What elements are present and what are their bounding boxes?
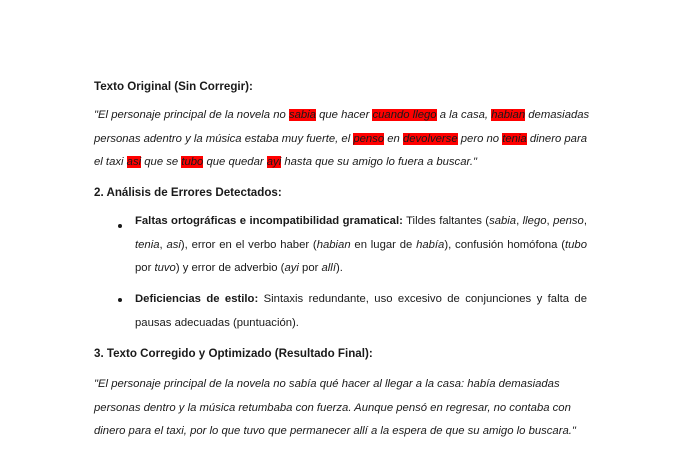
- error-item-title: Deficiencias de estilo:: [135, 293, 259, 305]
- error-example-word: penso: [553, 215, 584, 227]
- error-item-text: ,: [516, 215, 523, 227]
- bullet-marker: [118, 224, 122, 228]
- error-example-word: tuvo: [154, 262, 176, 274]
- original-text-segment: que hacer: [315, 109, 373, 121]
- error-item-text: ,: [546, 215, 554, 227]
- error-example-word: tubo: [565, 238, 587, 251]
- error-item-style: [135, 288, 587, 335]
- error-example-word: ayi: [284, 262, 299, 274]
- heading-error-analysis: 2. Análisis de Errores Detectados:: [94, 186, 282, 199]
- error-example-word: había: [416, 238, 445, 251]
- heading-corrected-text: 3. Texto Corregido y Optimizado (Resultado Final):: [94, 347, 373, 360]
- heading-original-text: Texto Original (Sin Corregir):: [94, 80, 253, 93]
- highlighted-error-word: cuando llego: [372, 109, 437, 121]
- error-item-text: ,: [159, 238, 167, 251]
- error-item-text: Tildes faltantes (: [402, 215, 490, 227]
- error-item-text: Sintaxis redundante, uso excesivo de conjunciones y falta de pausas adecuadas (puntuación).: [135, 293, 587, 329]
- original-text-paragraph: [94, 104, 594, 175]
- highlighted-error-word: tubo: [181, 156, 204, 168]
- error-item-text: ,: [583, 215, 587, 227]
- error-item-text: ).: [335, 262, 343, 274]
- original-text-segment: que se: [141, 156, 182, 168]
- error-example-word: habian: [316, 238, 351, 251]
- error-item-title: Faltas ortográficas e incompatibilidad gramatical:: [135, 215, 403, 227]
- error-example-word: sabia: [489, 215, 517, 227]
- original-text-segment: dinero para el taxi: [94, 132, 587, 168]
- original-text-segment: pero no: [457, 132, 503, 145]
- error-item-text: ), error en el verbo haber (: [180, 238, 317, 251]
- error-example-word: llego: [522, 215, 547, 227]
- error-item-text: ), confusión homófona (: [444, 238, 565, 251]
- original-text-segment: a la casa,: [436, 109, 492, 121]
- original-text-segment: "El personaje principal de la novela no: [94, 109, 289, 121]
- highlighted-error-word: tenia: [502, 132, 527, 145]
- error-item-text: ) y error de adverbio (: [175, 262, 285, 274]
- highlighted-error-word: ayi: [266, 156, 282, 168]
- bullet-marker: [118, 298, 122, 302]
- highlighted-error-word: asi: [126, 156, 142, 168]
- error-example-word: allí: [321, 262, 336, 274]
- original-text-segment: que quedar: [203, 156, 267, 168]
- error-item-text: en lugar de: [350, 238, 417, 251]
- original-text-segment: demasiadas personas adentro y la música estaba muy fuerte, el: [94, 109, 590, 145]
- original-text-segment: hasta que su amigo lo fuera a buscar.": [281, 156, 477, 168]
- error-example-word: tenia: [135, 238, 160, 251]
- highlighted-error-word: penso: [353, 132, 385, 145]
- original-text-segment: en: [384, 132, 403, 145]
- error-item-text: por: [135, 262, 155, 274]
- error-example-word: asi: [166, 238, 181, 251]
- highlighted-error-word: devolverse: [402, 132, 458, 145]
- error-item-spelling-grammar: [135, 210, 587, 281]
- highlighted-error-word: sabia: [288, 109, 316, 121]
- corrected-text-paragraph: "El personaje principal de la novela no sabía qué hacer al llegar a la casa: había demasiadas personas dentro y la música retumbaba con fuerza. Aunque pensó en regresar, no contaba con dinero para el taxi, por lo que tuvo que permanecer allí a la espera de que su amigo lo buscara.": [94, 378, 576, 437]
- highlighted-error-word: habian: [491, 109, 526, 121]
- error-item-text: por: [298, 262, 322, 274]
